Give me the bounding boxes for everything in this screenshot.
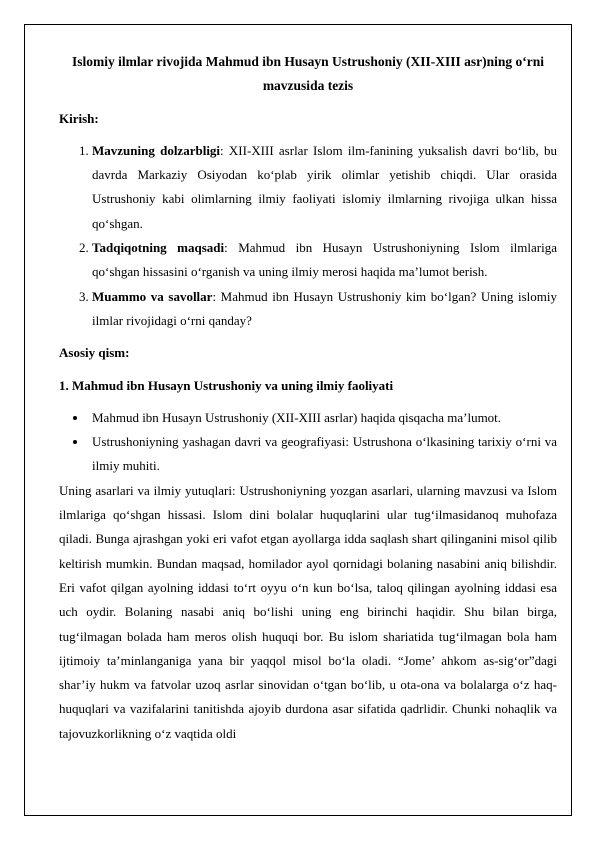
- intro-list: [59, 139, 557, 333]
- intro-item-term: Muammo va savollar: [92, 288, 213, 304]
- section-heading: 1. Mahmud ibn Husayn Ustrushoniy va uning ilmiy faoliyati: [59, 377, 394, 393]
- intro-item-text: : Mahmud ibn Husayn Ustrushoniy kim bo‘lgan? Uning islomiy ilmlar rivojidagi o‘rni qanday?: [92, 288, 557, 328]
- bullet-item: Mahmud ibn Husayn Ustrushoniy (XII-XIII asrlar) haqida qisqacha ma’lumot.: [92, 406, 557, 430]
- bullet-item: Ustrushoniyning yashagan davri va geografiyasi: Ustrushona o‘lkasining tarixiy o‘rni va ilmiy muhiti.: [92, 430, 557, 479]
- intro-item: [92, 285, 557, 334]
- intro-item: [92, 236, 557, 285]
- body-paragraph: Uning asarlari va ilmiy yutuqlari: Ustrushoniyning yozgan asarlari, ularning mavzusi va Islom ilmlariga qo‘shgan hissasi. Islom dini bolalar huquqlarini ular tug‘ilmasidanoq muhofaza qiladi. Bunga ajrashgan yoki eri vafot etgan ayollarga idda saqlash shart qilinganini misol qilib keltirish mumkin. Bundan maqsad, homilador ayol qornidagi bolaning nasabini aniq bilishdir. Eri vafot qilgan ayolning iddasi to‘rt oyyu o‘n kun bo‘lsa, taloq qilingan ayolning iddasi esa uch oydir. Bolaning nasabi aniq bo‘lishi uning eng birinchi haqidir. Shu bilan birga, tug‘ilmagan bolada ham meros olish huquqi bor. Bu islom shariatida tug‘ilmagan bola ham ijtimoiy ta’minlanganiga yana bir yaqqol misol bo‘la oladi. “Jome’ ahkom as-sig‘or”dagi shar’iy hukm va fatvolar uzoq asrlar sinovidan o‘tgan bo‘lib, u ota-ona va bolalarga o‘z haq-huquqlari va vazifalarini tanitishda ajoyib durdona asar sifatida qadrlidir. Chunki nohaqlik va tajovuzkorlikning o‘z vaqtida oldi: [59, 482, 557, 741]
- section-bullet-list: [59, 406, 557, 479]
- intro-heading: Kirish:: [59, 110, 99, 126]
- intro-item-text: : XII-XIII asrlar Islom ilm-fanining yuksalish davri bo‘lib, bu davrda Markaziy Osiyodan ko‘plab yirik olimlar yetishib chiqdi. Ular orasida Ustrushoniy kabi olimlarning ilmiy faoliyati islomiy ilmlarning rivojiga ulkan hissa qo‘shgan.: [92, 142, 557, 231]
- intro-item-term: Mavzuning dolzarbligi: [92, 142, 221, 158]
- intro-item-text: : Mahmud ibn Husayn Ustrushoniyning Islom ilmlariga qo‘shgan hissasini o‘rganish va uning ilmiy merosi haqida ma’lumot berish.: [92, 240, 558, 280]
- intro-item: [92, 139, 557, 236]
- main-heading: Asosiy qism:: [59, 345, 130, 361]
- intro-item-term: Tadqiqotning maqsadi: [92, 240, 225, 256]
- document-body: [59, 50, 557, 746]
- document-title: Islomiy ilmlar rivojida Mahmud ibn Husayn Ustrushoniy (XII-XIII asr)ning o‘rni mavzusida tezis: [72, 54, 544, 94]
